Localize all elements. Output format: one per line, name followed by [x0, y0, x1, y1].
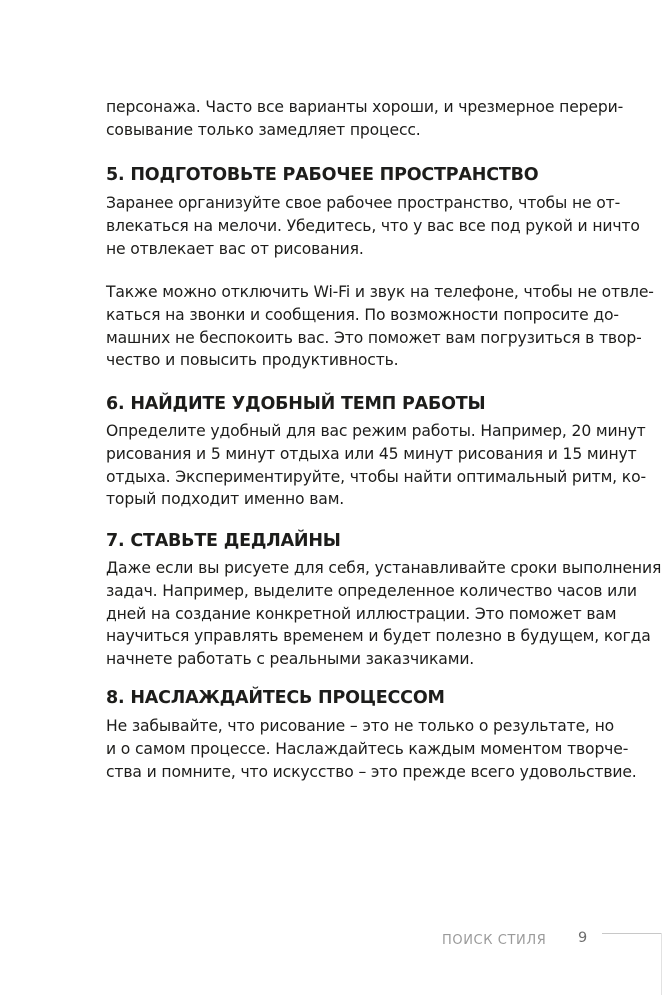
section-7-heading: 7. СТАВЬТЕ ДЕДЛАЙНЫ	[106, 531, 341, 551]
text-line: чество и повысить продуктивность.	[106, 351, 399, 370]
running-footer-title: ПОИСК СТИЛЯ	[442, 933, 547, 948]
text-line: влекаться на мелочи. Убедитесь, что у вас все под рукой и ничто	[106, 216, 640, 235]
text-line: машних не беспокоить вас. Это поможет вам погрузиться в твор-	[106, 328, 642, 347]
text-line: Даже если вы рисуете для себя, устанавливайте сроки выполнения	[106, 559, 662, 577]
text-line: Определите удобный для вас режим работы. Например, 20 минут	[106, 422, 646, 440]
text-line: рисования и 5 минут отдыха или 45 минут рисования и 15 минут	[106, 444, 637, 463]
text-line: и о самом процессе. Наслаждайтесь каждым моментом творче-	[106, 739, 629, 758]
section-8-heading: 8. НАСЛАЖДАЙТЕСЬ ПРОЦЕССОМ	[106, 688, 445, 708]
text-line: Заранее организуйте свое рабочее пространство, чтобы не от-	[106, 194, 621, 212]
text-line: задач. Например, выделите определенное количество часов или	[106, 581, 637, 600]
text-line: совывание только замедляет процесс.	[106, 120, 421, 139]
text-line: начнете работать с реальными заказчиками.	[106, 650, 475, 669]
section-6-paragraph	[106, 420, 646, 511]
page-number: 9	[578, 930, 588, 946]
section-5-heading: 5. ПОДГОТОВЬТЕ РАБОЧЕЕ ПРОСТРАНСТВО	[106, 165, 539, 185]
text-line: каться на звонки и сообщения. По возможности попросите до-	[106, 305, 619, 324]
text-line: Не забывайте, что рисование – это не только о результате, но	[106, 717, 615, 735]
footer-rule	[602, 933, 662, 934]
section-8-paragraph	[106, 715, 637, 783]
text-line: ства и помните, что искусство – это прежде всего удовольствие.	[106, 762, 637, 781]
text-line: Также можно отключить Wi-Fi и звук на телефоне, чтобы не отвле-	[106, 283, 654, 301]
text-line: персонажа. Часто все варианты хороши, и чрезмерное перери-	[106, 98, 624, 116]
section-5-paragraph-2	[106, 281, 654, 372]
text-line: дней на создание конкретной иллюстрации. Это поможет вам	[106, 604, 617, 623]
page-edge-rule	[661, 933, 662, 995]
section-5-paragraph-1	[106, 192, 640, 260]
section-6-heading: 6. НАЙДИТЕ УДОБНЫЙ ТЕМП РАБОТЫ	[106, 394, 486, 414]
text-line: научиться управлять временем и будет полезно в будущем, когда	[106, 627, 651, 646]
text-line: торый подходит именно вам.	[106, 490, 345, 509]
text-line: отдыха. Экспериментируйте, чтобы найти оптимальный ритм, ко-	[106, 467, 646, 486]
intro-paragraph	[106, 96, 624, 142]
text-line: не отвлекает вас от рисования.	[106, 239, 364, 258]
section-7-paragraph	[106, 557, 662, 671]
